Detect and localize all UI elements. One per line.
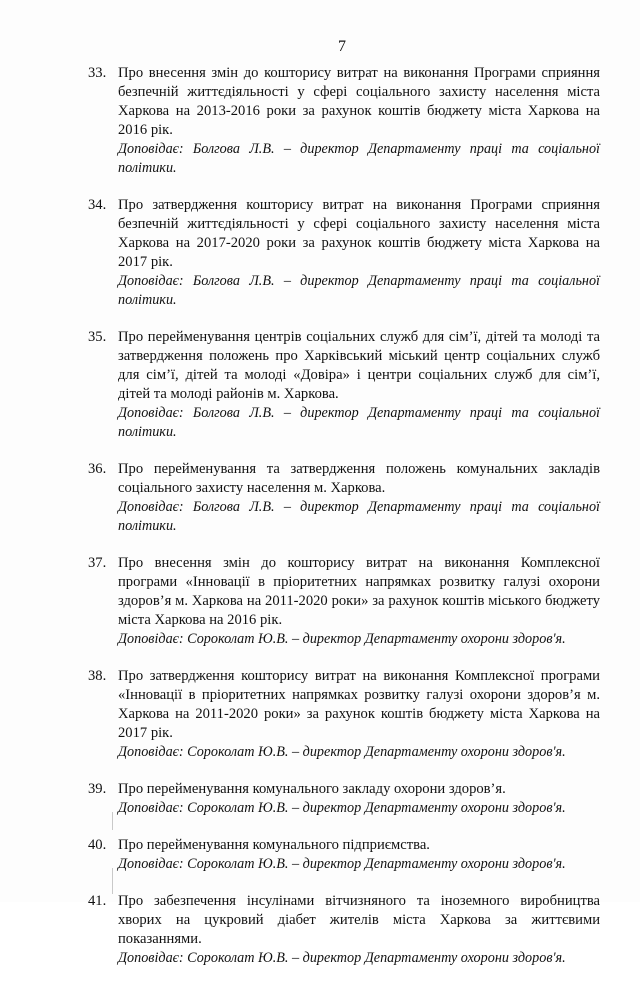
item-body (118, 892, 600, 968)
item-number: 36. (88, 461, 107, 477)
item-title: Про перейменування комунального підприємства. (118, 837, 430, 853)
item-body (118, 780, 600, 818)
agenda-item-36 (88, 460, 600, 536)
item-number: 41. (88, 893, 107, 909)
item-title: Про забезпечення інсулінами вітчизняного та іноземного виробництва хворих на цукровий діабет жителів міста Харкова за життєвими показаннями. (118, 893, 600, 947)
page-number: 7 (338, 38, 346, 55)
item-body (118, 836, 600, 874)
item-number: 34. (88, 197, 107, 213)
agenda-item-33 (88, 64, 600, 178)
item-title: Про затвердження кошторису витрат на виконання Комплексної програми «Інновації в пріоритетних напрямках розвитку галузі охорони здоров’я м. Харкова на 2011-2020 роки» за рахунок коштів бюджету міста Харкова на 2017 рік. (118, 668, 600, 741)
item-speaker: Доповідає: Сороколат Ю.В. – директор Департаменту охорони здоров'я. (118, 800, 566, 816)
agenda-item-35 (88, 328, 600, 442)
scan-artifact-line (112, 812, 113, 830)
item-title: Про перейменування центрів соціальних служб для сім’ї, дітей та молоді та затвердження положень про Харківський міський центр соціальних служб для сім’ї, дітей та молоді «Довіра» і центри соціальних служб для сім’ї, дітей та молоді районів м. Харкова. (118, 329, 600, 402)
item-body (118, 460, 600, 536)
item-speaker: Доповідає: Сороколат Ю.В. – директор Департаменту охорони здоров'я. (118, 744, 566, 760)
item-body (118, 196, 600, 310)
item-number: 40. (88, 837, 107, 853)
item-number: 39. (88, 781, 107, 797)
scan-artifact-line (112, 868, 113, 894)
item-speaker: Доповідає: Сороколат Ю.В. – директор Департаменту охорони здоров'я. (118, 856, 566, 872)
item-number: 33. (88, 65, 107, 81)
item-title: Про затвердження кошторису витрат на виконання Програми сприяння безпечній життєдіяльності у сфері соціального захисту населення міста Харкова на 2017-2020 роки за рахунок коштів бюджету міста Харкова на 2017 рік. (118, 197, 600, 270)
item-number: 37. (88, 555, 107, 571)
agenda-item-34 (88, 196, 600, 310)
item-title: Про внесення змін до кошторису витрат на виконання Комплексної програми «Інновації в пріоритетних напрямках розвитку галузі охорони здоров’я м. Харкова на 2011-2020 роки» за рахунок коштів міського бюджету міста Харкова на 2016 рік. (118, 555, 600, 628)
agenda-item-39 (88, 780, 600, 818)
item-title: Про внесення змін до кошторису витрат на виконання Програми сприяння безпечній життєдіяльності у сфері соціального захисту населення міста Харкова на 2013-2016 роки за рахунок коштів бюджету міста Харкова на 2016 рік. (118, 65, 600, 138)
item-speaker: Доповідає: Болгова Л.В. – директор Департаменту праці та соціальної політики. (118, 499, 600, 534)
agenda-item-40 (88, 836, 600, 874)
agenda-item-41 (88, 892, 600, 968)
item-body (118, 64, 600, 178)
item-body (118, 328, 600, 442)
item-speaker: Доповідає: Сороколат Ю.В. – директор Департаменту охорони здоров'я. (118, 950, 566, 966)
item-body (118, 554, 600, 649)
agenda-item-38 (88, 667, 600, 762)
agenda-item-37 (88, 554, 600, 649)
item-number: 35. (88, 329, 107, 345)
item-number: 38. (88, 668, 107, 684)
item-body (118, 667, 600, 762)
item-title: Про перейменування комунального закладу охорони здоров’я. (118, 781, 506, 797)
item-speaker: Доповідає: Болгова Л.В. – директор Департаменту праці та соціальної політики. (118, 405, 600, 440)
item-speaker: Доповідає: Болгова Л.В. – директор Департаменту праці та соціальної політики. (118, 273, 600, 308)
item-title: Про перейменування та затвердження положень комунальних закладів соціального захисту населення м. Харкова. (118, 461, 600, 496)
item-speaker: Доповідає: Болгова Л.В. – директор Департаменту праці та соціальної політики. (118, 141, 600, 176)
agenda-list (88, 64, 600, 986)
item-speaker: Доповідає: Сороколат Ю.В. – директор Департаменту охорони здоров'я. (118, 631, 566, 647)
